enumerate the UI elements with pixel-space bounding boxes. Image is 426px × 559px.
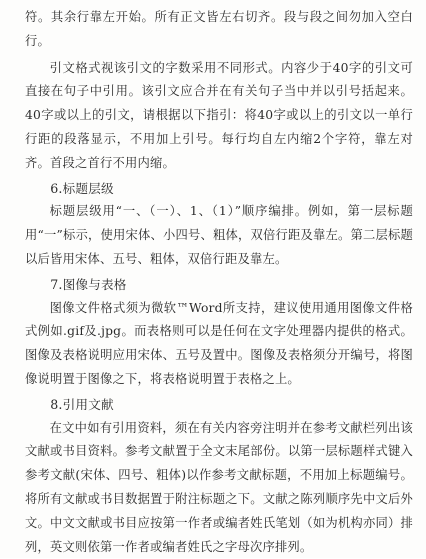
document-body <box>25 6 413 559</box>
paragraph-citation-format: 引文格式视该引文的字数采用不同形式。内容少于40字的引文可直接在句子中引用。该引文应合并在有关句子当中并以引号括起来。40字或以上的引文，请根据以下指引：将40字或以上的引文以一单行行距的段落显示，不用加上引号。每行均自左内缩2个字符，靠左对齐。首段之首行不用内缩。 <box>25 60 413 170</box>
section-heading-images-tables: 7.图像与表格 <box>50 276 127 292</box>
paragraph-heading-levels: 标题层级用“一、（一）、1、（1）”顺序编排。例如，第一层标题用“一”标示，使用宋体、小四号、粗体，双倍行距及靠左。第二层标题以后皆用宋体、五号、粗体，双倍行距及靠左。 <box>25 204 413 266</box>
paragraph-references: 在文中如有引用资料，须在有关内容旁注明并在参考文献栏列出该文献或书目资料。参考文献置于全文末尾部份。以第一层标题样式键入参考文献(宋体、四号、粗体)以作参考文献标题，不用加上标题编号。将所有文献或书目数据置于附注标题之下。文献之陈列顺序先中文后外文。中文文献或书目应按第一作者或编者姓氏笔划（如为机构亦同）排列，英文则依第一作者或编者姓氏之字母次序排列。 <box>25 420 413 554</box>
paragraph-images-tables: 图像文件格式须为微软™Word所支持，建议使用通用图像文件格式例如.gif及.jpg。而表格则可以是任何在文字处理器内提供的格式。图像及表格说明应用宋体、五号及置中。图像及表格须分开编号，将图像说明置于图像之下，将表格说明置于表格之上。 <box>25 300 413 386</box>
paragraph-intro-continuation: 符。其余行靠左开始。所有正文皆左右切齐。段与段之间勿加入空白行。 <box>25 10 413 48</box>
section-heading-references: 8.引用文献 <box>50 396 114 412</box>
section-heading-heading-levels: 6.标题层级 <box>50 180 114 196</box>
